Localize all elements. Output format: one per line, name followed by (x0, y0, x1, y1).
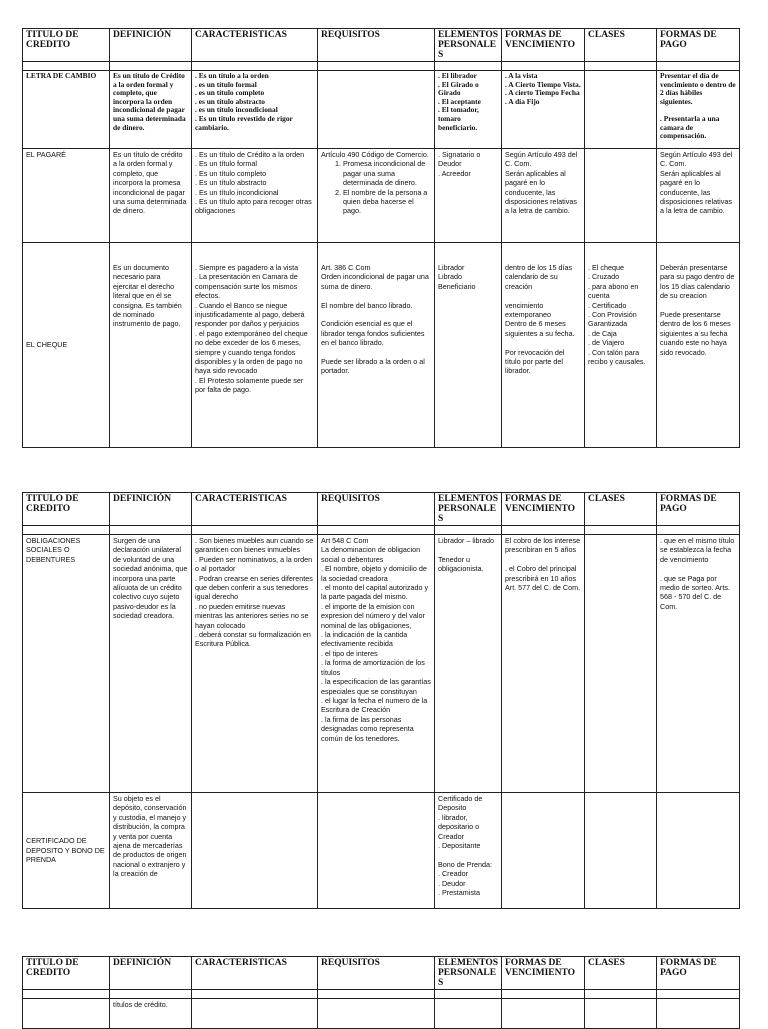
header-clases: CLASES (585, 29, 657, 62)
cell-titulo: OBLIGACIONES SOCIALES O DEBENTURES (23, 535, 110, 793)
header-elementos: ELEMENTOS PERSONALE S (435, 493, 502, 526)
cell-vencimiento: . A la vista . A Cierto Tiempo Vista. . A cierto Tiempo Fecha . A día Fijo (502, 71, 585, 149)
cell-requisitos (318, 999, 435, 1029)
header-titulo: TITULO DE CREDITO (23, 957, 110, 990)
cell-elementos: . El librador . El Girado o Girado . El aceptante . El tomador, tomaro beneficiario. (435, 71, 502, 149)
cell-vencimiento (502, 999, 585, 1029)
cell-definicion: Surgen de una declaración unilateral de voluntad de una sociedad anónima, que incorpora una parte alícuota de un crédito colectivo cuyo sujeto pasivo-deudor es la sociedad creadora. (110, 535, 192, 793)
row-continuacion (23, 999, 740, 1029)
cell-requisitos (318, 149, 435, 243)
header-vencimiento: FORMAS DE VENCIMIENTO (502, 29, 585, 62)
requisitos-list (321, 159, 431, 215)
cell-pago (657, 793, 740, 909)
cell-vencimiento: dentro de los 15 días calendario de su creación vencimiento extemporaneo Dentro de 6 meses siguientes a su fecha. Por revocación del título por parte del librador. (502, 243, 585, 448)
list-item: 2. El nombre de la persona a quien deba hacerse el pago. (343, 188, 431, 216)
header-elementos: ELEMENTOS PERSONALE S (435, 957, 502, 990)
cell-vencimiento: Según Artículo 493 del C. Com. Serán aplicables al pagaré en lo conducente, las disposiciones relativas a la letra de cambio. (502, 149, 585, 243)
cell-pago: Según Artículo 493 del C. Com. Serán aplicables al pagaré en lo conducente, las disposiciones relativas a la letra de cambio. (657, 149, 740, 243)
spacer-row (23, 62, 740, 71)
cell-titulo: LETRA DE CAMBIO (23, 71, 110, 149)
row-certificado (23, 793, 740, 909)
cell-titulo: CERTIFICADO DE DEPOSITO Y BONO DE PRENDA (23, 793, 110, 909)
header-vencimiento: FORMAS DE VENCIMIENTO (502, 493, 585, 526)
cell-requisitos (318, 793, 435, 909)
header-definicion: DEFINICIÓN (110, 29, 192, 62)
header-clases: CLASES (585, 493, 657, 526)
header-caracteristicas: CARACTERISTICAS (192, 493, 318, 526)
cell-caracteristicas: . Es un título a la orden . es un título formal . es un título completo . es un título abstracto . es un título incondicional . Es un título revestido de rigor cambiario. (192, 71, 318, 149)
cell-elementos: Certificado de Deposito . librador, depositario o Creador . Depositante Bono de Prenda: . Creador . Deudor . Prestamista (435, 793, 502, 909)
cell-definicion: títulos de crédito. (110, 999, 192, 1029)
header-caracteristicas: CARACTERISTICAS (192, 957, 318, 990)
header-row (23, 493, 740, 526)
table-1 (22, 28, 740, 448)
cell-pago: Deberán presentarse para su pago dentro de los 15 días calendario de su creacion Puede presentarse dentro de los 6 meses siguientes a su fecha cuando este no haya sido revocado. (657, 243, 740, 448)
cell-elementos: Librador – librado Tenedor u obligacionista. (435, 535, 502, 793)
table-2 (22, 492, 740, 909)
cell-elementos: Librador Librado Beneficiario (435, 243, 502, 448)
header-requisitos: REQUISITOS (318, 957, 435, 990)
cell-elementos (435, 999, 502, 1029)
header-row (23, 29, 740, 62)
header-elementos: ELEMENTOS PERSONALE S (435, 29, 502, 62)
cell-caracteristicas: . Siempre es pagadero a la vista . La presentación en Camara de compensación surte los mismos efectos. . Cuando el Banco se niegue injustificadamente al pago, deberá responder por daños y perjuicios . el pago extemporáneo del cheque no debe exceder de los 6 meses, siempre y cuando tenga fondos disponibles y la orden de pago no haya sido revocado . El Protesto solamente puede ser por falta de pago. (192, 243, 318, 448)
header-pago: FORMAS DE PAGO (657, 957, 740, 990)
header-clases: CLASES (585, 957, 657, 990)
cell-caracteristicas: . Son bienes muebles aun cuando se garanticen con bienes inmuebles . Pueden ser nominativos, a la orden o al portador . Podran crearse en series diferentes que deben conferir a sus tenedores igual derecho . no pueden emitirse nuevas mientras las anteriores series no se hayan colocado . deberá constar su formalización en Escritura Pública. (192, 535, 318, 793)
header-row (23, 957, 740, 990)
header-requisitos: REQUISITOS (318, 29, 435, 62)
cell-clases (585, 535, 657, 793)
header-caracteristicas: CARACTERISTICAS (192, 29, 318, 62)
cell-clases: . El cheque . Cruzado . para abono en cuenta . Certificado . Con Provisión Garantizada . de Caja . de Viajero . Con talón para recibo y causales. (585, 243, 657, 448)
cell-caracteristicas (192, 999, 318, 1029)
header-titulo: TITULO DE CREDITO (23, 29, 110, 62)
row-pagare (23, 149, 740, 243)
cell-clases (585, 793, 657, 909)
list-item: 1. Promesa incondicional de pagar una suma determinada de dinero. (343, 159, 431, 187)
cell-elementos: . Signatario o Deudor . Acreedor (435, 149, 502, 243)
row-obligaciones (23, 535, 740, 793)
requisitos-intro: Artículo 490 Código de Comercio. (321, 150, 429, 159)
cell-requisitos: Art 548 C Com La denominacion de obligacion social o debentures . El nombre, objeto y domicilio de la sociedad creadora . el monto del capital autorizado y la parte pagada del mismo. . el importe de la emision con expresion del número y del valor nominal de las obligaciones, . la indicación de la cantida efectivamente recibida . el tipo de interes . la forma de amortización de los títulos . la especificacion de las garantías especiales que se constituyan . el lugar la fecha el numero de la Escritura de Creación . la firma de las personas designadas como representa común de los tenedores. (318, 535, 435, 793)
cell-pago: . que en el mismo título se establezca la fecha de vencimiento . que se Paga por medio de sorteo. Arts. 568 - 570 del C. de Com. (657, 535, 740, 793)
cell-vencimiento: El cobro de los interese prescribiran en 5 años . el Cobro del principal prescribirá en 10 años Art. 577 del C. de Com. (502, 535, 585, 793)
header-requisitos: REQUISITOS (318, 493, 435, 526)
header-definicion: DEFINICIÓN (110, 493, 192, 526)
table-3 (22, 956, 740, 1029)
cell-titulo (23, 999, 110, 1029)
cell-caracteristicas (192, 793, 318, 909)
cell-clases (585, 149, 657, 243)
cell-definicion: Es un título de crédito a la orden formal y completo, que incorpora la promesa incondicional de pagar una suma determinada de dinero. (110, 149, 192, 243)
spacer-row (23, 526, 740, 535)
cell-pago: Presentar el día de vencimiento o dentro de 2 días hábiles siguientes. . Presentarla a una camara de compensación. (657, 71, 740, 149)
cell-titulo: EL PAGARÉ (23, 149, 110, 243)
header-pago: FORMAS DE PAGO (657, 29, 740, 62)
header-titulo: TITULO DE CREDITO (23, 493, 110, 526)
cell-clases (585, 999, 657, 1029)
cell-titulo: EL CHEQUE (23, 243, 110, 448)
row-letra-de-cambio (23, 71, 740, 149)
cell-requisitos: Art. 386 C Com Orden incondicional de pagar una suma de dinero. El nombre del banco librado. Condición esencial es que el librador tenga fondos suficientes en el banco librado. Puede ser librado a la orden o al portador. (318, 243, 435, 448)
cell-vencimiento (502, 793, 585, 909)
header-vencimiento: FORMAS DE VENCIMIENTO (502, 957, 585, 990)
cell-caracteristicas: . Es un título de Crédito a la orden . Es un título formal . Es un título completo . Es un título abstracto . Es un título incondicional . Es un título apto para recoger otras obligaciones (192, 149, 318, 243)
header-definicion: DEFINICIÓN (110, 957, 192, 990)
cell-definicion: Es un documento necesario para ejercitar el derecho literal que en él se consigna. Es también de nominado instrumento de pago. (110, 243, 192, 448)
header-pago: FORMAS DE PAGO (657, 493, 740, 526)
spacer-row (23, 990, 740, 999)
cell-definicion: Su objeto es el depósito, conservación y custodia, el manejo y distribución, la compra y venta por cuenta ajena de mercaderías de productos de origen nacional o extranjero y la creación de (110, 793, 192, 909)
row-cheque (23, 243, 740, 448)
cell-clases (585, 71, 657, 149)
cell-pago (657, 999, 740, 1029)
cell-requisitos (318, 71, 435, 149)
cell-definicion: Es un título de Crédito a la orden formal y completo, que incorpora la orden incondicional de pagar una suma determinada de dinero. (110, 71, 192, 149)
